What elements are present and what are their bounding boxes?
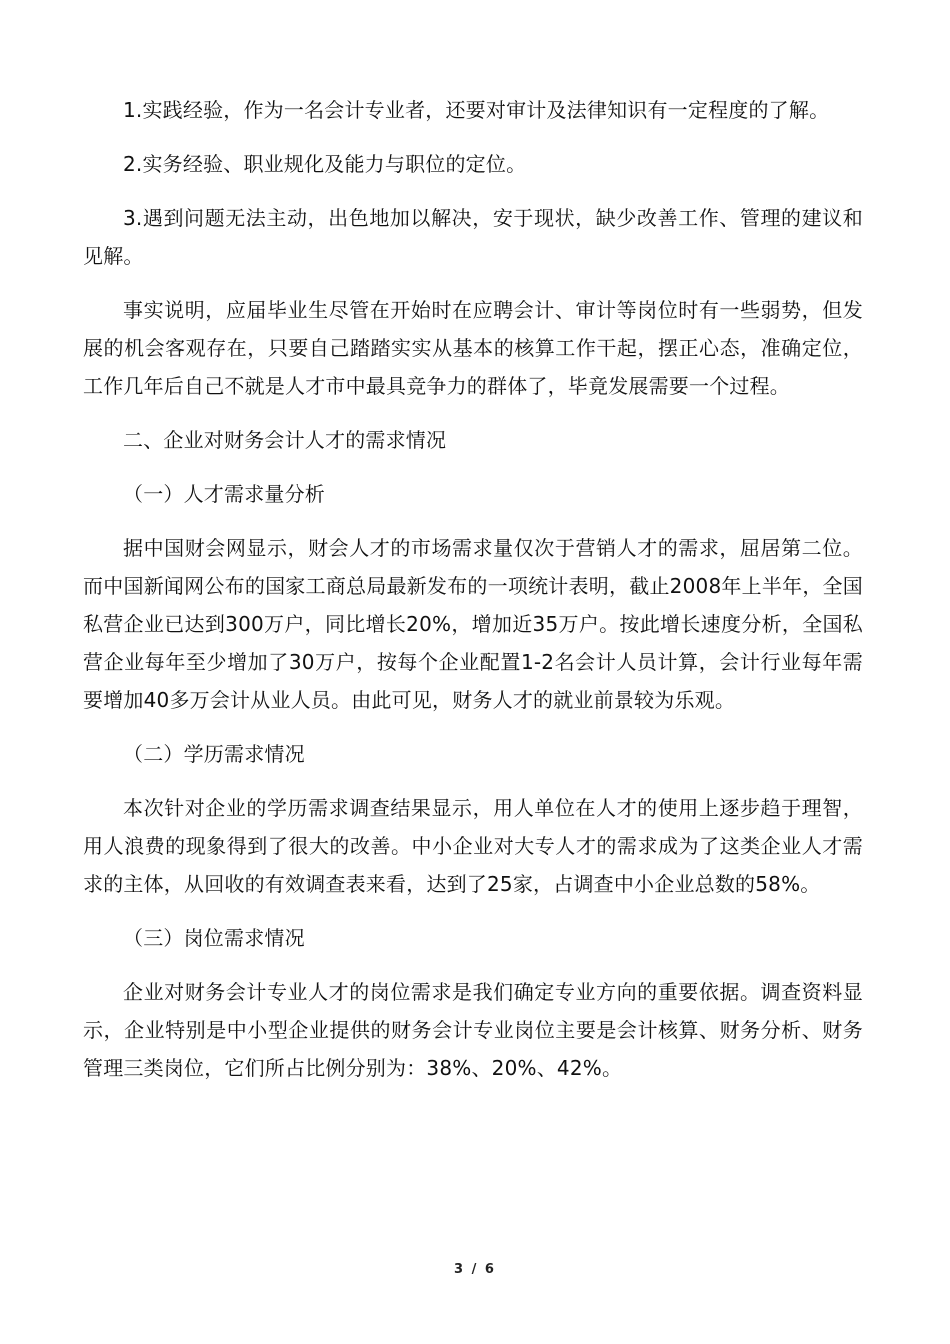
paragraph-education: 本次针对企业的学历需求调查结果显示，用人单位在人才的使用上逐步趋于理智，用人浪费的现象得到了很大的改善。中小企业对大专人才的需求成为了这类企业人才需求的主体，从回收的有效调查表来看，达到了25家，占调查中小企业总数的58%。 <box>83 796 863 896</box>
document-body <box>83 91 863 1103</box>
subsection-heading-talent-demand: （一）人才需求量分析 <box>123 482 325 506</box>
paragraph-talent-demand: 据中国财会网显示，财会人才的市场需求量仅次于营销人才的需求，屈居第二位。而中国新闻网公布的国家工商总局最新发布的一项统计表明，截止2008年上半年，全国私营企业已达到300万户，同比增长20%，增加近35万户。按此增长速度分析，全国私营企业每年至少增加了30万户，按每个企业配置1-2名会计人员计算，会计行业每年需要增加40多万会计从业人员。由此可见，财务人才的就业前景较为乐观。 <box>83 536 863 712</box>
list-item-problem-solving: 3.遇到问题无法主动，出色地加以解决，安于现状，缺少改善工作、管理的建议和见解。 <box>83 206 863 268</box>
paragraph-positions: 企业对财务会计专业人才的岗位需求是我们确定专业方向的重要依据。调查资料显示，企业特别是中小型企业提供的财务会计专业岗位主要是会计核算、财务分析、财务管理三类岗位，它们所占比例分别为：38%、20%、42%。 <box>83 980 863 1080</box>
section-heading-demand: 二、企业对财务会计人才的需求情况 <box>123 428 447 452</box>
subsection-heading-education: （二）学历需求情况 <box>123 742 305 766</box>
paragraph-facts: 事实说明，应届毕业生尽管在开始时在应聘会计、审计等岗位时有一些弱势，但发展的机会客观存在，只要自己踏踏实实从基本的核算工作干起，摆正心态，准确定位，工作几年后自己不就是人才市中最具竞争力的群体了，毕竟发展需要一个过程。 <box>83 298 863 398</box>
subsection-heading-positions: （三）岗位需求情况 <box>123 926 305 950</box>
list-item-practical-experience: 1.实践经验，作为一名会计专业者，还要对审计及法律知识有一定程度的了解。 <box>123 98 830 122</box>
page-number: 3 / 6 <box>454 1262 496 1277</box>
list-item-work-experience: 2.实务经验、职业规化及能力与职位的定位。 <box>123 152 527 176</box>
